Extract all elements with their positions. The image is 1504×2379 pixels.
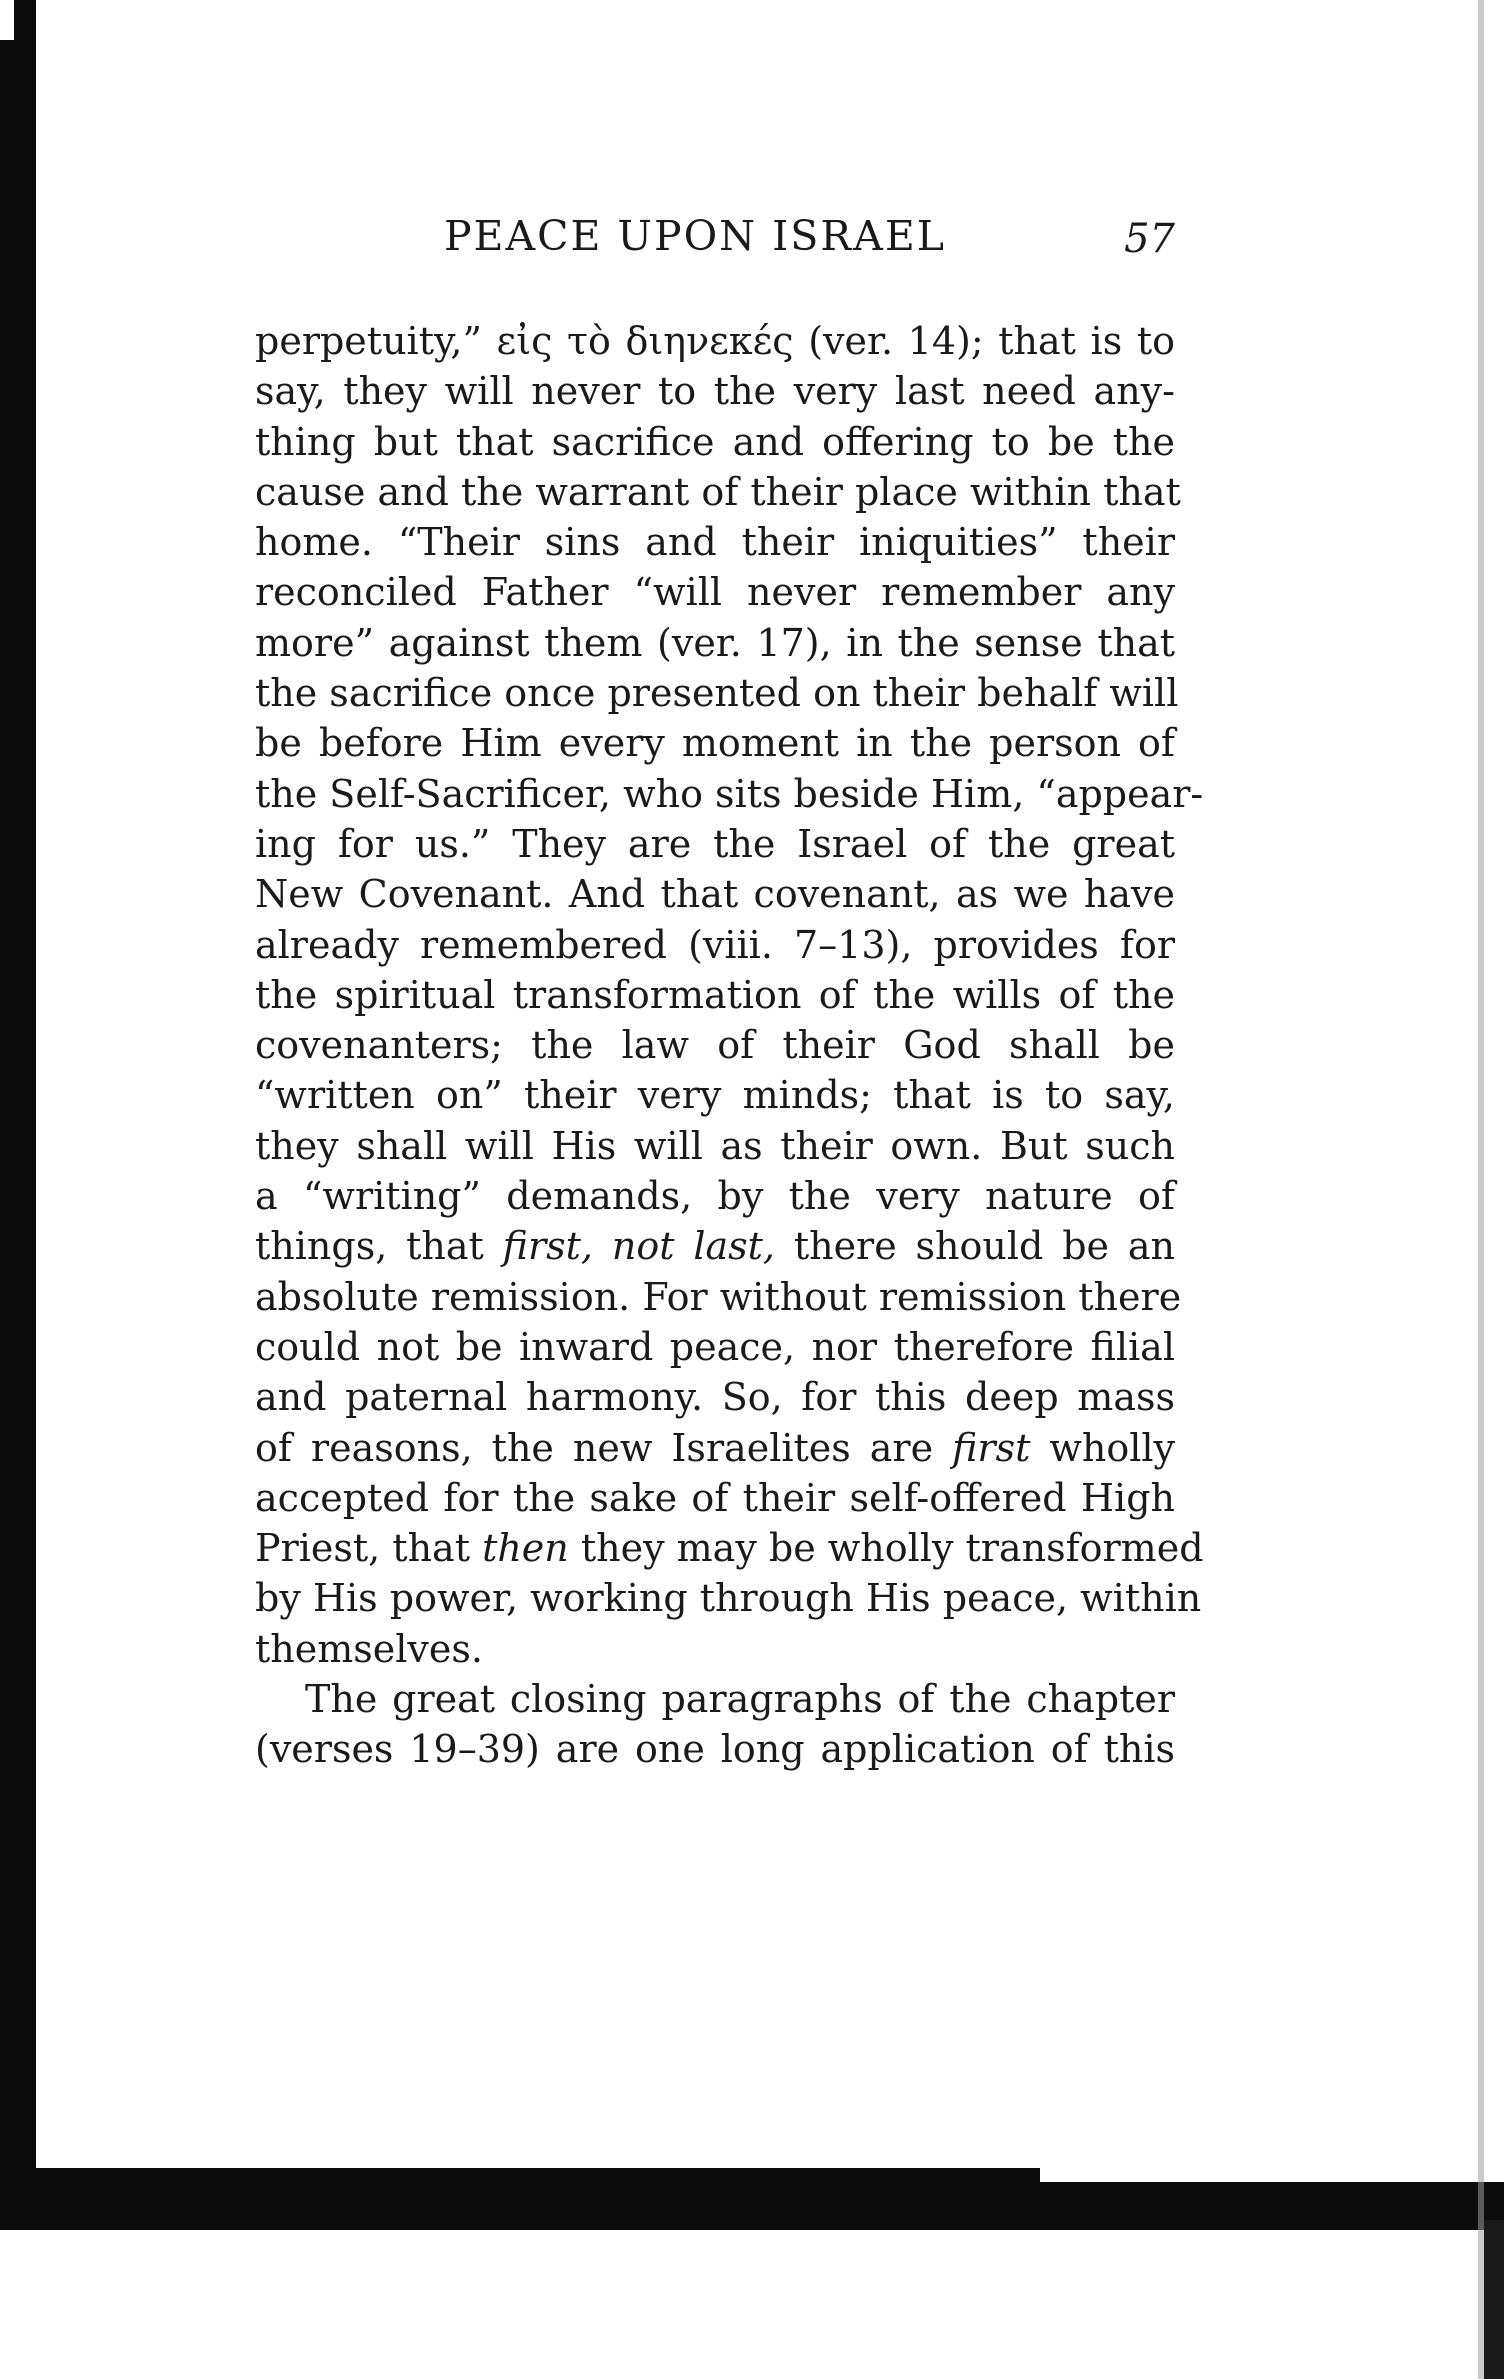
text-line	[255, 1221, 1175, 1271]
text-line: reconciled Father “will never remember any	[255, 570, 1175, 615]
scan-edge-left-notch	[0, 0, 14, 40]
text-line: be before Him every moment in the person of	[255, 721, 1175, 766]
text-line: the sacrifice once presented on their behalf will	[255, 671, 1179, 716]
text-line: themselves.	[255, 1626, 483, 1671]
text-line: The great closing paragraphs of the chapter	[305, 1677, 1175, 1722]
text-line: accepted for the sake of their self-offered High	[255, 1475, 1175, 1520]
text-line: the spiritual transformation of the wills of the	[255, 972, 1175, 1017]
text-run: things, that	[255, 1224, 503, 1269]
text-line: the Self-Sacrificer, who sits beside Him, “appear-	[255, 771, 1204, 816]
page-number: 57	[1124, 216, 1175, 262]
italic-emphasis: first	[952, 1425, 1031, 1470]
text-run: of reasons, the new Israelites are	[255, 1425, 953, 1470]
paragraph-1	[255, 316, 1204, 1674]
text-line: by His power, working through His peace, within	[255, 1576, 1202, 1621]
text-line: absolute remission. For without remission there	[255, 1274, 1182, 1319]
text-line	[255, 1423, 1175, 1473]
text-line: thing but that sacrifice and offering to be the	[255, 419, 1175, 464]
book-page	[255, 212, 1204, 1775]
paragraph-2	[255, 1674, 1175, 1775]
text-line: (verses 19–39) are one long application of this	[255, 1727, 1175, 1772]
text-run: Priest, that	[255, 1526, 483, 1571]
scan-edge-right	[1478, 0, 1484, 2379]
text-line: cause and the warrant of their place within that	[255, 469, 1181, 514]
text-line: “written on” their very minds; that is to say,	[255, 1073, 1175, 1118]
text-line: home. “Their sins and their iniquities” their	[255, 520, 1175, 565]
text-line: perpetuity,” εἰς τὸ διηνεκές (ver. 14); that is to	[255, 319, 1175, 363]
text-line: they shall will His will as their own. But such	[255, 1123, 1175, 1168]
text-line: more” against them (ver. 17), in the sense that	[255, 620, 1175, 665]
scan-edge-left	[0, 0, 36, 2230]
text-line: and paternal harmony. So, for this deep mass	[255, 1375, 1175, 1420]
running-title: PEACE UPON ISRAEL	[443, 212, 947, 260]
scan-edge-bottom-notch	[1040, 2168, 1504, 2182]
text-line: say, they will never to the very last need any-	[255, 369, 1175, 414]
text-line: a “writing” demands, by the very nature of	[255, 1174, 1175, 1219]
running-head	[255, 212, 1175, 282]
scan-edge-right-corner	[1484, 2220, 1504, 2379]
text-run: wholly	[1030, 1425, 1176, 1470]
italic-emphasis: first, not last,	[502, 1224, 775, 1269]
text-run: there should be an	[774, 1224, 1175, 1269]
text-line: could not be inward peace, nor therefore filial	[255, 1324, 1175, 1369]
text-line: covenanters; the law of their God shall be	[255, 1023, 1175, 1068]
text-run: they may be wholly transformed	[568, 1526, 1204, 1571]
text-line: ing for us.” They are the Israel of the great	[255, 821, 1175, 866]
text-line	[255, 1523, 1204, 1573]
italic-emphasis: then	[482, 1526, 569, 1571]
text-line: already remembered (viii. 7–13), provides for	[255, 922, 1175, 967]
text-line: New Covenant. And that covenant, as we have	[255, 872, 1175, 917]
